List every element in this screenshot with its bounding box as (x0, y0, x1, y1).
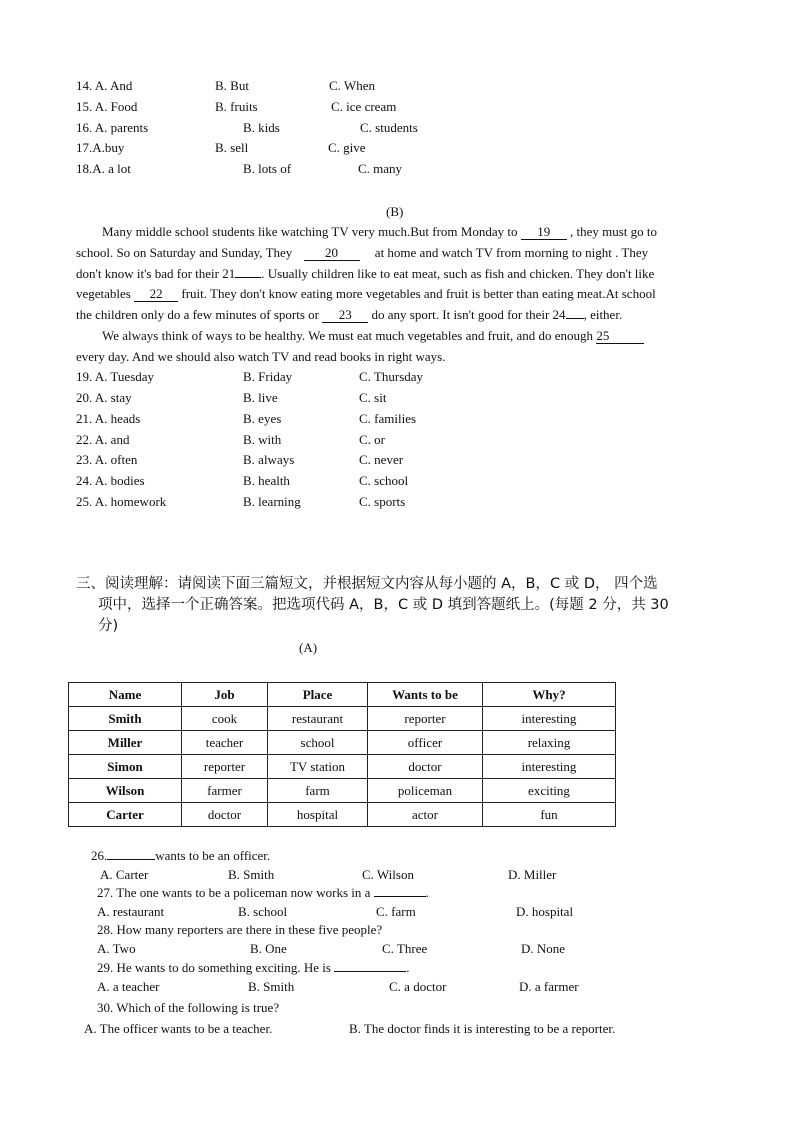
cell-wants: officer (368, 731, 483, 755)
q20-c: C. sit (359, 390, 387, 405)
passage-line: school. So on Saturday and Sunday, They 20 at home and watch TV from morning to night . They (76, 244, 649, 260)
q21-b: B. eyes (243, 411, 282, 426)
q30-stem: 30. Which of the following is true? (97, 1000, 280, 1015)
passage-b-heading: (B) (386, 204, 404, 219)
cell-place: TV station (268, 755, 368, 779)
cell-why: interesting (483, 755, 616, 779)
section3-line2: 项中，选择一个正确答案。把选项代码 A，B，C 或 D 填到答题纸上。(每题 2 分，共 30 (98, 597, 669, 613)
cell-job: doctor (182, 803, 268, 827)
q22-c: C. or (359, 432, 385, 447)
q22-a: 22. A. and (76, 432, 130, 447)
q29-opt-a: A. a teacher (97, 979, 160, 994)
cell-place: farm (268, 779, 368, 803)
q18-c: C. many (358, 161, 403, 176)
q28-opt-a: A. Two (97, 941, 136, 956)
cell-name: Carter (69, 803, 182, 827)
q28-stem: 28. How many reporters are there in these five people? (97, 922, 383, 937)
header-place: Place (268, 683, 368, 707)
q17-c: C. give (328, 140, 366, 155)
q29-opt-b: B. Smith (248, 979, 295, 994)
q17-a: 17.A.buy (76, 140, 125, 155)
header-job: Job (182, 683, 268, 707)
blank-25: 25 (596, 329, 644, 344)
q25-b: B. learning (243, 494, 301, 509)
passage-line: vegetables 22 fruit. They don't know eating more vegetables and fruit is better than eating meat.At school (76, 286, 656, 302)
cell-why: fun (483, 803, 616, 827)
q14-c: C. When (329, 78, 375, 93)
q25-a: 25. A. homework (76, 494, 167, 509)
blank-29 (334, 971, 406, 972)
cell-name: Simon (69, 755, 182, 779)
q23-c: C. never (359, 452, 404, 467)
cell-job: farmer (182, 779, 268, 803)
blank-21 (235, 277, 261, 278)
q26-opt-c: C. Wilson (362, 867, 414, 882)
q19-c: C. Thursday (359, 369, 424, 384)
table-row (69, 755, 616, 779)
q24-c: C. school (359, 473, 409, 488)
table-row (69, 803, 616, 827)
q16-c: C. students (360, 120, 418, 135)
q27-opt-c: C. farm (376, 904, 416, 919)
cell-job: cook (182, 707, 268, 731)
q18-a: 18.A. a lot (76, 161, 131, 176)
blank-27 (374, 896, 426, 897)
q28-opt-b: B. One (250, 941, 287, 956)
passage-a-heading: (A) (299, 640, 318, 655)
cell-place: school (268, 731, 368, 755)
q19-b: B. Friday (243, 369, 293, 384)
q26-opt-b: B. Smith (228, 867, 275, 882)
q26-opt-a: A. Carter (100, 867, 149, 882)
q23-b: B. always (243, 452, 295, 467)
header-wants: Wants to be (368, 683, 483, 707)
q22-b: B. with (243, 432, 282, 447)
q26-stem: 26. wants to be an officer. (91, 848, 271, 863)
passage-b-text (76, 222, 718, 368)
q20-b: B. live (243, 390, 278, 405)
section3-line1: 三、阅读理解：请阅读下面三篇短文，并根据短文内容从每小题的 A，B，C 或 D， 四个选 (76, 576, 658, 592)
q15-c: C. ice cream (331, 99, 397, 114)
header-why: Why? (483, 683, 616, 707)
q29-opt-d: D. a farmer (519, 979, 579, 994)
cell-wants: reporter (368, 707, 483, 731)
section3-line3: 分) (98, 618, 119, 634)
table-row (69, 707, 616, 731)
jobs-table (68, 682, 616, 827)
q27-opt-b: B. school (238, 904, 288, 919)
q16-a: 16. A. parents (76, 120, 149, 135)
q25-c: C. sports (359, 494, 406, 509)
blank-20: 20 (304, 246, 360, 261)
q15-b: B. fruits (215, 99, 258, 114)
cell-place: hospital (268, 803, 368, 827)
passage-line: We always think of ways to be healthy. We must eat much vegetables and fruit, and do enough 25 (76, 326, 718, 347)
blank-26 (107, 859, 155, 860)
table-row (69, 779, 616, 803)
q18-b: B. lots of (243, 161, 292, 176)
q26-opt-d: D. Miller (508, 867, 557, 882)
q24-a: 24. A. bodies (76, 473, 145, 488)
blank-19: 19 (521, 225, 567, 240)
q24-b: B. health (243, 473, 290, 488)
cell-name: Smith (69, 707, 182, 731)
section3-instructions (76, 574, 718, 637)
table-row (69, 731, 616, 755)
q17-b: B. sell (215, 140, 249, 155)
q20-a: 20. A. stay (76, 390, 132, 405)
header-name: Name (69, 683, 182, 707)
q30-opt-a: A. The officer wants to be a teacher. (84, 1021, 273, 1036)
cell-wants: actor (368, 803, 483, 827)
q30-opt-b: B. The doctor finds it is interesting to be a reporter. (349, 1021, 616, 1036)
q28-opt-c: C. Three (382, 941, 428, 956)
blank-23: 23 (322, 308, 368, 323)
passage-line: Many middle school students like watching TV very much.But from Monday to 19 , they must go to (102, 224, 657, 239)
q23-a: 23. A. often (76, 452, 138, 467)
q27-opt-d: D. hospital (516, 904, 574, 919)
cell-name: Miller (69, 731, 182, 755)
passage-line: every day. And we should also watch TV and read books in right ways. (76, 348, 446, 364)
q14-b: B. But (215, 78, 249, 93)
q15-a: 15. A. Food (76, 99, 138, 114)
cell-job: reporter (182, 755, 268, 779)
cell-why: interesting (483, 707, 616, 731)
cell-wants: doctor (368, 755, 483, 779)
cell-name: Wilson (69, 779, 182, 803)
q29-opt-c: C. a doctor (389, 979, 447, 994)
q29-stem: 29. He wants to do something exciting. He is . (97, 960, 410, 975)
passage-line: the children only do a few minutes of sports or 23 do any sport. It isn't good for their 24 , either. (76, 307, 623, 323)
passage-line: don't know it's bad for their 21 . Usually children like to eat meat, such as fish and chicken. They don't like (76, 265, 655, 281)
q28-opt-d: D. None (521, 941, 566, 956)
cell-why: exciting (483, 779, 616, 803)
q16-b: B. kids (243, 120, 280, 135)
q19-a: 19. A. Tuesday (76, 369, 155, 384)
q27-opt-a: A. restaurant (97, 904, 165, 919)
cell-wants: policeman (368, 779, 483, 803)
blank-24 (566, 318, 584, 319)
cell-job: teacher (182, 731, 268, 755)
table-header-row (69, 683, 616, 707)
cell-why: relaxing (483, 731, 616, 755)
blank-22: 22 (134, 287, 178, 302)
q14-a: 14. A. And (76, 78, 133, 93)
q21-a: 21. A. heads (76, 411, 141, 426)
q21-c: C. families (359, 411, 417, 426)
q27-stem: 27. The one wants to be a policeman now works in a . (97, 885, 429, 900)
cell-place: restaurant (268, 707, 368, 731)
